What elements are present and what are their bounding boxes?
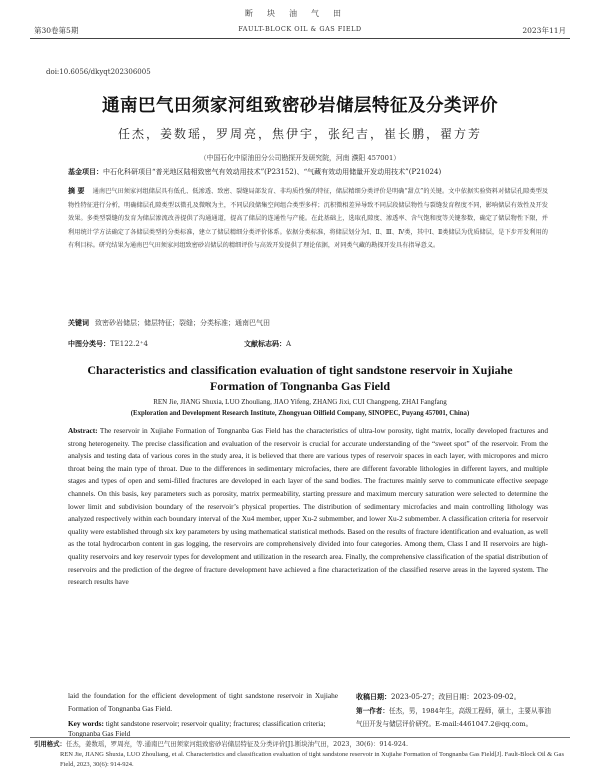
fund-text: 中石化科研项目“普光地区陆相致密气有效动用技术”(P23152)、“气藏有效动用储量开发动用技术”(P21024) (103, 168, 442, 176)
first-author-text: 任杰，男，1984年生，高级工程师，硕士，主要从事油气田开发与储层评价研究。E-mail:4461047.2@qq.com。 (356, 707, 551, 728)
clc-label: 中图分类号： (68, 340, 110, 348)
citation-en: REN Jie, JIANG Shuxia, LUO Zhouliang, et al. Characteristics and classification evaluation of tight sandstone reservoir in Xujiahe Formation of Tongnanba Gas Field[J]. Fault-Block Oil & Gas Field, 2023, 30(6): 914-924. (60, 750, 564, 768)
fund-info (68, 167, 548, 177)
clc-value: TE122.2⁺4 (110, 340, 148, 348)
keywords-cn-label: 关键词 (68, 319, 89, 327)
journal-name-english: FAULT-BLOCK OIL & GAS FIELD (238, 25, 362, 33)
authors-cn: 任杰，姜数瑶，罗周亮，焦伊宇，张纪吉，崔长鹏，翟方芳 (117, 127, 482, 141)
keywords-en-text: tight sandstone reservoir; reservoir quality; fractures; classification criteria; Tongnanba Gas Field (68, 719, 326, 738)
article-title-en: Characteristics and classification evaluation of tight sandstone reservoir in Xujiahe Formation of Tongnanba Gas Field (87, 363, 513, 393)
doc-code-label: 文献标志码： (244, 340, 286, 348)
header-divider (30, 38, 570, 39)
received-text: 2023-05-27；改回日期：2023-09-02。 (391, 693, 521, 701)
article-title-cn: 通南巴气田须家河组致密砂岩储层特征及分类评价 (102, 96, 498, 116)
volume-issue: 第30卷第5期 (34, 26, 79, 35)
abstract-en-text: The reservoir in Xujiahe Formation of Tongnanba Gas Field has the characteristics of ultra-low porosity, tight matrix, locally developed fractures and strong heterogeneity. The precise classification and evaluation of the reservoir is crucial for accurate understanding of the “sweet spot” of the reservoir. From the analysis and testing data of various cores in the study area, it is believed that there are various types of reservoir spaces in each layer, with micropores and micro throat being the main type of throat. Due to the differences in sedimentary microfacies, there are different favorable lithologies in different layers, and multiple stages and types of open and semi-filled fractures are developed in each layer of the sand bodies. The fractures mainly serve to communicate effective seepage channels. On this basis, key parameters such as porosity, matrix permeability, starting pressure and maximum mercury saturation were selected to determine the lower limit and subdivision boundary of the reservoir’s physical properties. The distribution of sedimentary microfacies and main controlling lithology was analyzed respectively within each boundary interval of the Xu4 member, upper Xu-2 submember, and lower Xu-2 submember. A classification criteria for reservoir quality were established through six key parameters by using mathematical statistical methods. Based on the results of fracture identification and evaluation, as well as the total hydrocarbon content in gas logging, the reservoirs are comprehensively divided into four categories. Among them, Class I and II reservoirs are high-quality reservoirs and key reservoir types for development and utilization in the research area. Finally, the comprehensive classification of the spatial distribution of reservoirs and the prediction of the degree of fracture development have achieved a fine characterization of the classified reserve areas in the layered system. The research results have (68, 426, 548, 587)
doc-code-value: A (286, 340, 292, 348)
citation-format (34, 739, 568, 771)
received-date (356, 692, 521, 702)
authors-en: REN Jie, JIANG Shuxia, LUO Zhouliang, JIAO Yifeng, ZHANG Jixi, CUI Changpeng, ZHAI Fangfang (153, 398, 447, 406)
abstract-en-label: Abstract: (68, 426, 98, 435)
doi[interactable]: doi:10.6056/dkyqt202306005 (46, 68, 151, 76)
abstract-cn-text: 通南巴气田须家河组储层具有低孔、低渗透、致密、裂缝局部发育、非均质性强的特征，储层精细分类评价是明确“甜点”的关键。文中依据实验资料对储层孔隙类型及物性特征进行分析，明确储层孔隙类型以微孔及微喉为主，不同层段储集空间组合类型多样；沉积微相差异导致不同层段储层物性与裂缝发育程度不同，影响储层有效性及开发效果。多类型裂缝的发育为储层渗流改善提供了沟通通道，提高了储层的连通性与产能。在此基础上，选取孔隙度、渗透率、含气饱和度等关键参数，确定了储层物性下限，并利用统计学方法确定了各储层类型的分类标准，建立了储层精细分类评价体系。依据分类标准，将储层划分为Ⅰ、Ⅱ、Ⅲ、Ⅳ类，其中Ⅰ、Ⅱ类储层为优质储层，是下步开发利用的有利目标。研究结果为通南巴气田须家河组致密砂岩储层的精细评价与高效开发提供了理论依据，对同类气藏的勘探开发具有指导意义。 (68, 188, 549, 249)
abstract-cn (68, 185, 548, 253)
first-author-label: 第一作者： (356, 707, 389, 715)
abstract-en (68, 425, 548, 589)
citation-label: 引用格式： (34, 740, 66, 748)
keywords-cn-text: 致密砂岩储层；储层特征；裂缝；分类标准；通南巴气田 (95, 319, 270, 327)
citation-cn: 任杰，姜数瑶，罗周亮，等.通南巴气田须家河组致密砂岩储层特征及分类评价[J].断块油气田，2023，30(6)：914-924. (65, 740, 409, 748)
affiliation-cn: （中国石化中原油田分公司勘探开发研究院，河南 濮阳 457001） (199, 154, 401, 162)
abstract-en-tail: laid the foundation for the efficient development of tight sandstone reservoir in Xujiahe Formation of Tongnanba Gas Field. (68, 691, 338, 713)
publication-date: 2023年11月 (522, 26, 566, 35)
first-author-info (356, 705, 556, 730)
affiliation-en: (Exploration and Development Research Institute, Zhongyuan Oilfield Company, SINOPEC, Puyang 457001, China) (130, 410, 470, 417)
abstract-cn-label: 摘 要 (68, 187, 85, 195)
received-label: 收稿日期： (356, 693, 391, 701)
journal-name-header: 断块油气田 (245, 9, 355, 18)
keywords-en-label: Key words: (68, 719, 104, 728)
citation-divider (30, 737, 570, 738)
fund-label: 基金项目： (68, 168, 103, 176)
clc-number (68, 339, 148, 349)
keywords-cn (68, 318, 548, 328)
keywords-en (68, 719, 328, 739)
document-code (244, 339, 291, 349)
